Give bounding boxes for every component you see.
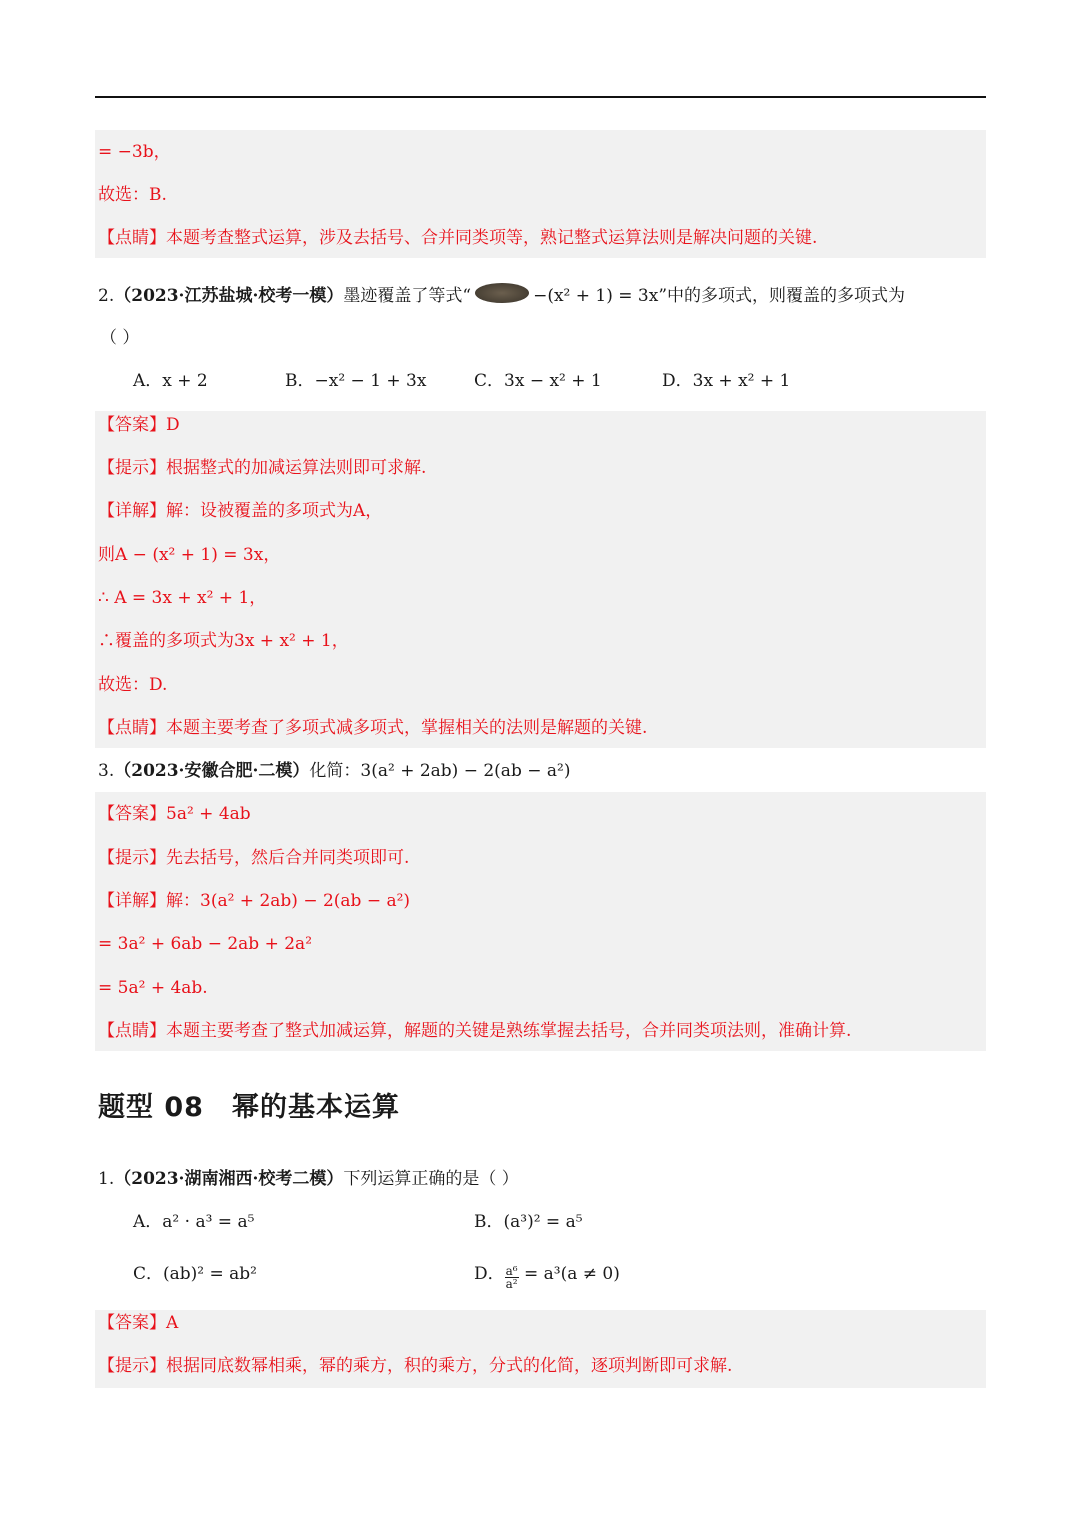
s1-option-b: B．(a³)² = a⁵ (474, 1212, 583, 1232)
s1-option-d-fraction (505, 1265, 519, 1290)
ink-blot-icon (475, 283, 529, 303)
q2-detail-2: 则A − (x² + 1) = 3x， (98, 545, 281, 565)
q2-comment: 【点睛】本题主要考查了多项式减多项式，掌握相关的法则是解题的关键. (98, 718, 648, 738)
q2-detail-3: ∴ A = 3x + x² + 1， (98, 588, 267, 608)
q2-detail-4: ∴覆盖的多项式为3x + x² + 1， (98, 631, 349, 651)
prev-choice: 故选：B. (98, 185, 167, 205)
s1-stem (98, 1167, 519, 1191)
header-rule (95, 96, 986, 98)
q2-source: （2023·江苏盐城·校考一模） (114, 286, 344, 306)
s1-option-c: C．(ab)² = ab² (133, 1264, 257, 1284)
s1-option-d (474, 1262, 620, 1290)
q2-text-b: −(x² + 1) = 3x”中的多项式，则覆盖的多项式为 (533, 286, 906, 306)
fraction-numerator: a⁶ (505, 1264, 518, 1278)
q2-option-c: C．3x − x² + 1 (474, 371, 602, 391)
q3-hint: 【提示】先去括号，然后合并同类项即可. (98, 848, 410, 868)
prev-comment: 【点睛】本题考查整式运算，涉及去括号、合并同类项等，熟记整式运算法则是解决问题的关键. (98, 228, 818, 248)
q3-detail-1: 【详解】解：3(a² + 2ab) − 2(ab − a²) (98, 891, 411, 911)
q2-detail-5: 故选：D. (98, 675, 168, 695)
s1-option-d-rest: = a³(a ≠ 0) (524, 1264, 620, 1284)
q2-answer: 【答案】D (98, 415, 180, 435)
q2-option-d: D．3x + x² + 1 (662, 371, 791, 391)
s1-hint: 【提示】根据同底数幂相乘，幂的乘方，积的乘方，分式的化简，逐项判断即可求解. (98, 1356, 733, 1376)
q3-text: 化简：3(a² + 2ab) − 2(ab − a²) (309, 761, 571, 781)
s1-option-d-prefix: D． (474, 1264, 505, 1284)
q3-source: （2023·安徽合肥·二模） (114, 761, 310, 781)
q2-detail-1: 【详解】解：设被覆盖的多项式为A， (98, 501, 383, 521)
q2-stem (98, 283, 905, 308)
s1-text: 下列运算正确的是（ ） (343, 1169, 519, 1189)
q3-comment: 【点睛】本题主要考查了整式加减运算，解题的关键是熟练掌握去括号，合并同类项法则，准确计算. (98, 1021, 852, 1041)
q3-solution-box (95, 792, 986, 1051)
q2-option-b: B．−x² − 1 + 3x (285, 371, 427, 391)
q2-number: 2. (98, 286, 115, 306)
q3-answer: 【答案】5a² + 4ab (98, 804, 251, 824)
q2-option-a: A．x + 2 (133, 371, 208, 391)
fraction-denominator: a² (505, 1277, 518, 1291)
q3-stem (98, 759, 570, 783)
s1-source: （2023·湖南湘西·校考二模） (114, 1169, 344, 1189)
prev-step: = −3b， (98, 142, 171, 162)
q2-text-a: 墨迹覆盖了等式“ (343, 286, 472, 306)
q3-number: 3. (98, 761, 115, 781)
s1-number: 1. (98, 1169, 115, 1189)
section-title: 题型 08 幂的基本运算 (98, 1092, 400, 1123)
q2-hint: 【提示】根据整式的加减运算法则即可求解. (98, 458, 427, 478)
q2-paren: （ ） (100, 328, 140, 348)
s1-option-a: A．a² · a³ = a⁵ (133, 1212, 255, 1232)
s1-answer: 【答案】A (98, 1313, 179, 1333)
q3-detail-3: = 5a² + 4ab. (98, 978, 208, 998)
q3-detail-2: = 3a² + 6ab − 2ab + 2a² (98, 934, 313, 954)
